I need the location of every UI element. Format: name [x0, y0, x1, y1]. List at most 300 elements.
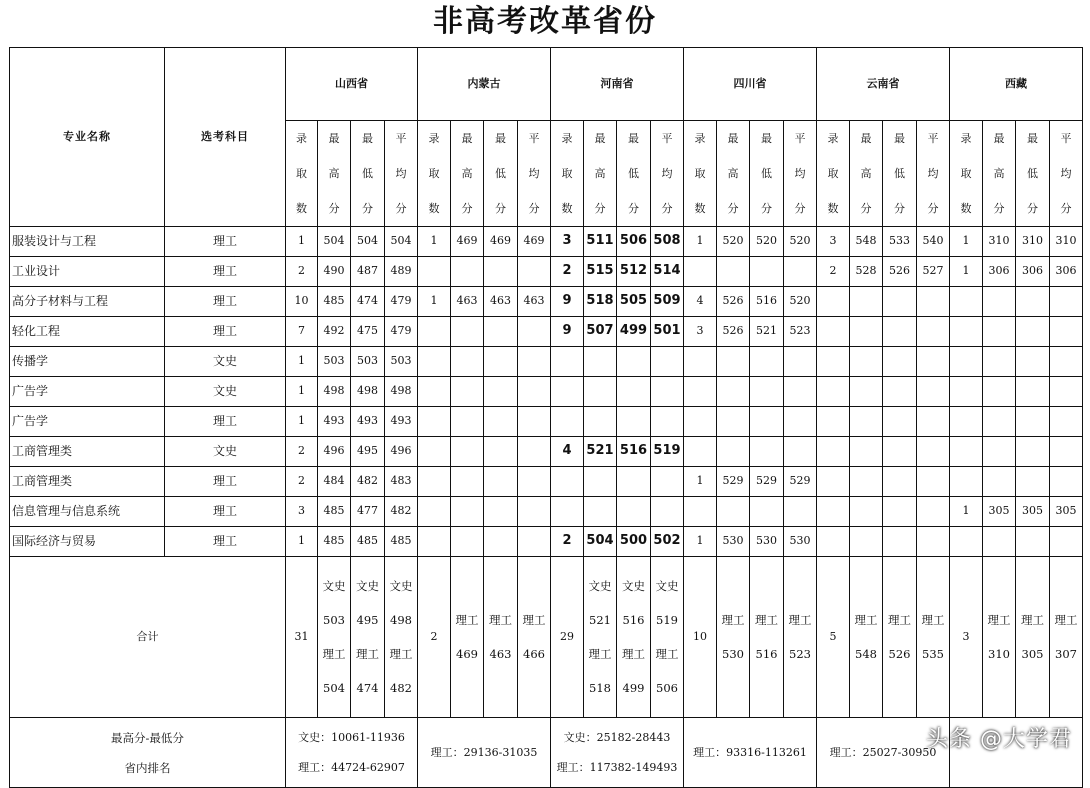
- score-cell: [651, 467, 684, 497]
- score-cell: [518, 347, 551, 377]
- score-cell: [1016, 467, 1050, 497]
- score-cell: 482: [351, 467, 385, 497]
- total-score: [451, 557, 484, 718]
- cell-line: 516: [755, 647, 778, 661]
- cell-line: 最: [860, 132, 872, 145]
- score-cell: [617, 347, 651, 377]
- subheader-cell: [318, 121, 351, 227]
- score-cell: [883, 467, 917, 497]
- score-cell: [451, 317, 484, 347]
- score-cell: [1016, 377, 1050, 407]
- score-cell: [484, 257, 518, 287]
- cell-line: 取: [561, 167, 573, 180]
- score-cell: 504: [584, 527, 617, 557]
- score-cell: [551, 407, 584, 437]
- score-cell: 469: [518, 227, 551, 257]
- score-cell: [684, 347, 717, 377]
- score-cell: [784, 377, 817, 407]
- subheader-cell: [850, 121, 883, 227]
- subheader-cell: [917, 121, 950, 227]
- score-cell: [518, 377, 551, 407]
- subheader-cell: [1050, 121, 1083, 227]
- score-cell: 523: [784, 317, 817, 347]
- score-cell: [1050, 527, 1083, 557]
- score-cell: 1: [286, 377, 318, 407]
- subheader-cell: [750, 121, 784, 227]
- score-cell: [518, 317, 551, 347]
- score-cell: 1: [286, 227, 318, 257]
- cell-line: 482: [390, 681, 412, 695]
- score-cell: [817, 437, 850, 467]
- subject-cell: 理工: [165, 227, 286, 257]
- score-cell: [817, 527, 850, 557]
- cell-line: 高: [727, 167, 739, 180]
- major-cell: 轻化工程: [10, 317, 165, 347]
- score-cell: [1050, 467, 1083, 497]
- score-cell: [917, 437, 950, 467]
- score-cell: [518, 497, 551, 527]
- score-cell: 463: [518, 287, 551, 317]
- score-cell: 504: [351, 227, 385, 257]
- cell-line: 理工: [622, 647, 645, 661]
- rank-value: [418, 718, 551, 788]
- cell-line: 535: [922, 647, 944, 661]
- score-cell: 1: [684, 467, 717, 497]
- score-cell: 305: [1016, 497, 1050, 527]
- cell-line: 分: [1027, 202, 1038, 215]
- cell-line: 分: [993, 202, 1005, 215]
- cell-line: 最: [1027, 132, 1038, 145]
- score-cell: [750, 347, 784, 377]
- subheader-cell: [651, 121, 684, 227]
- score-cell: 529: [750, 467, 784, 497]
- score-cell: [1050, 377, 1083, 407]
- score-cell: [983, 437, 1016, 467]
- cell-line: 519: [656, 613, 678, 627]
- subject-cell: 理工: [165, 317, 286, 347]
- major-cell: 信息管理与信息系统: [10, 497, 165, 527]
- cell-line: 录: [428, 132, 440, 145]
- score-cell: [1050, 347, 1083, 377]
- cell-line: 理工: [389, 647, 413, 661]
- score-cell: 2: [286, 437, 318, 467]
- score-cell: [484, 467, 518, 497]
- score-cell: 3: [684, 317, 717, 347]
- cell-line: 分: [528, 202, 540, 215]
- cell-line: 低: [894, 167, 905, 180]
- total-score: [1016, 557, 1050, 718]
- score-cell: [684, 257, 717, 287]
- score-cell: 10: [286, 287, 318, 317]
- major-cell: 广告学: [10, 407, 165, 437]
- score-cell: [983, 407, 1016, 437]
- score-cell: [584, 497, 617, 527]
- score-cell: 485: [318, 497, 351, 527]
- score-cell: [518, 257, 551, 287]
- score-cell: [518, 527, 551, 557]
- score-cell: [551, 497, 584, 527]
- score-cell: 508: [651, 227, 684, 257]
- score-cell: 310: [983, 227, 1016, 257]
- subheader-cell: [484, 121, 518, 227]
- score-cell: [817, 407, 850, 437]
- cell-line: 低: [495, 167, 506, 180]
- score-cell: [1050, 317, 1083, 347]
- score-cell: 516: [750, 287, 784, 317]
- cell-line: 理工: [588, 647, 612, 661]
- cell-line: 分: [794, 202, 806, 215]
- score-cell: [750, 257, 784, 287]
- score-cell: 504: [318, 227, 351, 257]
- score-cell: [484, 347, 518, 377]
- score-cell: 526: [717, 317, 750, 347]
- cell-line: 理工: [888, 613, 911, 627]
- score-cell: [817, 377, 850, 407]
- cell-line: 分: [362, 202, 373, 215]
- total-count: 5: [817, 557, 850, 718]
- score-cell: 504: [385, 227, 418, 257]
- score-cell: [584, 377, 617, 407]
- cell-line: 474: [356, 681, 379, 695]
- subheader-cell: [950, 121, 983, 227]
- cell-line: 310: [988, 647, 1010, 661]
- cell-line: 分: [860, 202, 872, 215]
- score-cell: [883, 317, 917, 347]
- score-cell: [850, 287, 883, 317]
- score-cell: 2: [551, 527, 584, 557]
- score-cell: [850, 527, 883, 557]
- score-cell: 503: [385, 347, 418, 377]
- score-cell: 9: [551, 317, 584, 347]
- cell-line: 文史: [322, 579, 346, 593]
- score-cell: [950, 377, 983, 407]
- cell-line: 548: [855, 647, 877, 661]
- cell-line: 504: [323, 681, 345, 695]
- cell-line: 495: [356, 613, 379, 627]
- cell-line: 最: [993, 132, 1005, 145]
- score-cell: [983, 317, 1016, 347]
- score-cell: [484, 527, 518, 557]
- cell-line: 平: [661, 132, 673, 145]
- subject-cell: 理工: [165, 287, 286, 317]
- cell-line: 523: [789, 647, 811, 661]
- cell-line: 文史: [588, 579, 612, 593]
- total-score: [351, 557, 385, 718]
- cell-line: 均: [528, 167, 540, 180]
- cell-line: 305: [1021, 647, 1044, 661]
- cell-line: 分: [894, 202, 905, 215]
- subheader-cell: [418, 121, 451, 227]
- cell-line: 518: [589, 681, 611, 695]
- score-cell: [883, 287, 917, 317]
- score-cell: [784, 347, 817, 377]
- score-cell: 520: [784, 227, 817, 257]
- score-cell: [750, 497, 784, 527]
- score-cell: [1016, 437, 1050, 467]
- score-cell: 306: [1016, 257, 1050, 287]
- score-cell: [1016, 527, 1050, 557]
- subject-cell: 文史: [165, 377, 286, 407]
- score-cell: [883, 497, 917, 527]
- rank-value: [286, 718, 418, 788]
- score-cell: [418, 407, 451, 437]
- cell-line: 理工：117382-149493: [556, 760, 678, 774]
- cell-line: 均: [661, 167, 673, 180]
- score-cell: [850, 437, 883, 467]
- score-cell: 463: [484, 287, 518, 317]
- cell-line: 分: [1060, 202, 1072, 215]
- score-cell: 521: [584, 437, 617, 467]
- cell-line: 466: [523, 647, 545, 661]
- province-header: 四川省: [684, 48, 817, 121]
- score-cell: [418, 317, 451, 347]
- major-cell: 国际经济与贸易: [10, 527, 165, 557]
- cell-line: 最: [761, 132, 772, 145]
- cell-line: 取: [428, 167, 440, 180]
- score-cell: [717, 347, 750, 377]
- cell-line: 低: [761, 167, 772, 180]
- score-cell: [717, 257, 750, 287]
- score-cell: 526: [717, 287, 750, 317]
- cell-line: 理工: [322, 647, 346, 661]
- province-header: 山西省: [286, 48, 418, 121]
- cell-line: 理工: [987, 613, 1011, 627]
- cell-line: 506: [656, 681, 678, 695]
- score-cell: 469: [451, 227, 484, 257]
- score-cell: 501: [651, 317, 684, 347]
- score-cell: [684, 497, 717, 527]
- table-row: [10, 527, 1083, 557]
- subheader-cell: [784, 121, 817, 227]
- score-cell: [917, 407, 950, 437]
- cell-line: 录: [960, 132, 972, 145]
- cell-line: 高: [860, 167, 872, 180]
- score-cell: 519: [651, 437, 684, 467]
- score-cell: [451, 527, 484, 557]
- score-cell: [584, 347, 617, 377]
- score-cell: [717, 407, 750, 437]
- score-cell: [418, 377, 451, 407]
- cell-line: 分: [927, 202, 939, 215]
- score-cell: 4: [551, 437, 584, 467]
- cell-line: 最: [894, 132, 905, 145]
- cell-line: 高: [993, 167, 1005, 180]
- cell-line: 516: [622, 613, 645, 627]
- cell-line: 理工: [755, 613, 778, 627]
- cell-line: 分: [461, 202, 473, 215]
- cell-line: 数: [960, 202, 972, 215]
- score-cell: [784, 257, 817, 287]
- total-score: [484, 557, 518, 718]
- score-cell: [750, 407, 784, 437]
- cell-line: 理工: [655, 647, 679, 661]
- score-cell: [418, 257, 451, 287]
- score-cell: [917, 317, 950, 347]
- score-cell: 1: [286, 347, 318, 377]
- score-cell: [850, 347, 883, 377]
- score-cell: 533: [883, 227, 917, 257]
- score-cell: [484, 437, 518, 467]
- score-cell: [418, 467, 451, 497]
- score-cell: [850, 467, 883, 497]
- cell-line: 分: [628, 202, 639, 215]
- table-row: [10, 287, 1083, 317]
- score-cell: 499: [617, 317, 651, 347]
- cell-line: 最: [594, 132, 606, 145]
- cell-line: 平: [1060, 132, 1072, 145]
- subheader-cell: [584, 121, 617, 227]
- score-cell: 503: [318, 347, 351, 377]
- cell-line: 省内排名: [124, 760, 171, 775]
- score-cell: 528: [850, 257, 883, 287]
- score-cell: [917, 497, 950, 527]
- cell-line: 高: [328, 167, 340, 180]
- cell-line: 录: [296, 132, 307, 145]
- score-cell: [484, 407, 518, 437]
- cell-line: 数: [296, 202, 307, 215]
- score-cell: [750, 377, 784, 407]
- score-cell: [1050, 287, 1083, 317]
- score-cell: [484, 317, 518, 347]
- cell-line: 分: [395, 202, 407, 215]
- score-cell: [784, 407, 817, 437]
- score-cell: [850, 497, 883, 527]
- total-count: 2: [418, 557, 451, 718]
- score-cell: 306: [1050, 257, 1083, 287]
- cell-line: 均: [927, 167, 939, 180]
- major-cell: 工业设计: [10, 257, 165, 287]
- score-cell: [617, 407, 651, 437]
- total-score: [983, 557, 1016, 718]
- score-cell: 489: [385, 257, 418, 287]
- score-cell: [917, 467, 950, 497]
- score-cell: 2: [551, 257, 584, 287]
- score-cell: [750, 437, 784, 467]
- subject-cell: 理工: [165, 497, 286, 527]
- subheader-cell: [883, 121, 917, 227]
- score-cell: [651, 377, 684, 407]
- cell-line: 理工: [854, 613, 878, 627]
- score-cell: [484, 377, 518, 407]
- score-cell: [1016, 407, 1050, 437]
- score-cell: [451, 377, 484, 407]
- cell-line: 理工: [1021, 613, 1044, 627]
- score-cell: 530: [784, 527, 817, 557]
- cell-line: 取: [827, 167, 839, 180]
- cell-line: 高: [594, 167, 606, 180]
- score-cell: [983, 527, 1016, 557]
- cell-line: 取: [296, 167, 307, 180]
- table-row: [10, 497, 1083, 527]
- subheader-cell: [451, 121, 484, 227]
- major-cell: 服装设计与工程: [10, 227, 165, 257]
- score-cell: 518: [584, 287, 617, 317]
- score-cell: 496: [385, 437, 418, 467]
- score-cell: 485: [385, 527, 418, 557]
- table-row: [10, 437, 1083, 467]
- score-cell: 484: [318, 467, 351, 497]
- cell-line: 理工: [921, 613, 945, 627]
- table-row: [10, 377, 1083, 407]
- score-cell: 485: [351, 527, 385, 557]
- score-cell: 463: [451, 287, 484, 317]
- cell-line: 理工：25027-30950: [829, 745, 937, 759]
- major-name-header: 专业名称: [10, 48, 165, 227]
- score-cell: 503: [351, 347, 385, 377]
- score-cell: 493: [351, 407, 385, 437]
- total-count: 31: [286, 557, 318, 718]
- total-score: [883, 557, 917, 718]
- score-cell: [883, 407, 917, 437]
- score-cell: [551, 467, 584, 497]
- score-cell: 496: [318, 437, 351, 467]
- subheader-cell: [385, 121, 418, 227]
- score-cell: 1: [286, 527, 318, 557]
- score-cell: 4: [684, 287, 717, 317]
- score-cell: [418, 347, 451, 377]
- score-cell: [451, 437, 484, 467]
- score-cell: [617, 497, 651, 527]
- cell-line: 分: [761, 202, 772, 215]
- score-cell: 9: [551, 287, 584, 317]
- score-cell: [784, 497, 817, 527]
- score-cell: 1: [684, 227, 717, 257]
- cell-line: 最: [328, 132, 340, 145]
- score-cell: 487: [351, 257, 385, 287]
- total-score: [750, 557, 784, 718]
- score-cell: [950, 437, 983, 467]
- score-cell: [883, 347, 917, 377]
- score-cell: 482: [385, 497, 418, 527]
- score-cell: [883, 437, 917, 467]
- score-cell: 469: [484, 227, 518, 257]
- province-header: 西藏: [950, 48, 1083, 121]
- cell-line: 取: [960, 167, 972, 180]
- subheader-cell: [1016, 121, 1050, 227]
- score-cell: [784, 437, 817, 467]
- total-score: [617, 557, 651, 718]
- score-cell: 2: [286, 257, 318, 287]
- cell-line: 最: [727, 132, 739, 145]
- score-cell: 493: [385, 407, 418, 437]
- score-cell: 516: [617, 437, 651, 467]
- score-cell: 305: [1050, 497, 1083, 527]
- subheader-cell: [617, 121, 651, 227]
- score-cell: 521: [750, 317, 784, 347]
- score-cell: [651, 347, 684, 377]
- score-cell: [983, 347, 1016, 377]
- score-cell: [950, 407, 983, 437]
- score-cell: [983, 467, 1016, 497]
- cell-line: 文史: [622, 579, 645, 593]
- score-cell: 306: [983, 257, 1016, 287]
- score-cell: 498: [385, 377, 418, 407]
- score-cell: [651, 407, 684, 437]
- subject-cell: 理工: [165, 407, 286, 437]
- subheader-cell: [983, 121, 1016, 227]
- score-cell: [817, 497, 850, 527]
- cell-line: 理工：44724-62907: [298, 760, 405, 774]
- cell-line: 取: [694, 167, 706, 180]
- score-cell: [617, 377, 651, 407]
- score-cell: [451, 467, 484, 497]
- score-cell: 529: [717, 467, 750, 497]
- score-cell: 500: [617, 527, 651, 557]
- page-title: 非高考改革省份: [433, 4, 657, 39]
- score-cell: [1050, 437, 1083, 467]
- score-cell: 1: [418, 227, 451, 257]
- total-score: [784, 557, 817, 718]
